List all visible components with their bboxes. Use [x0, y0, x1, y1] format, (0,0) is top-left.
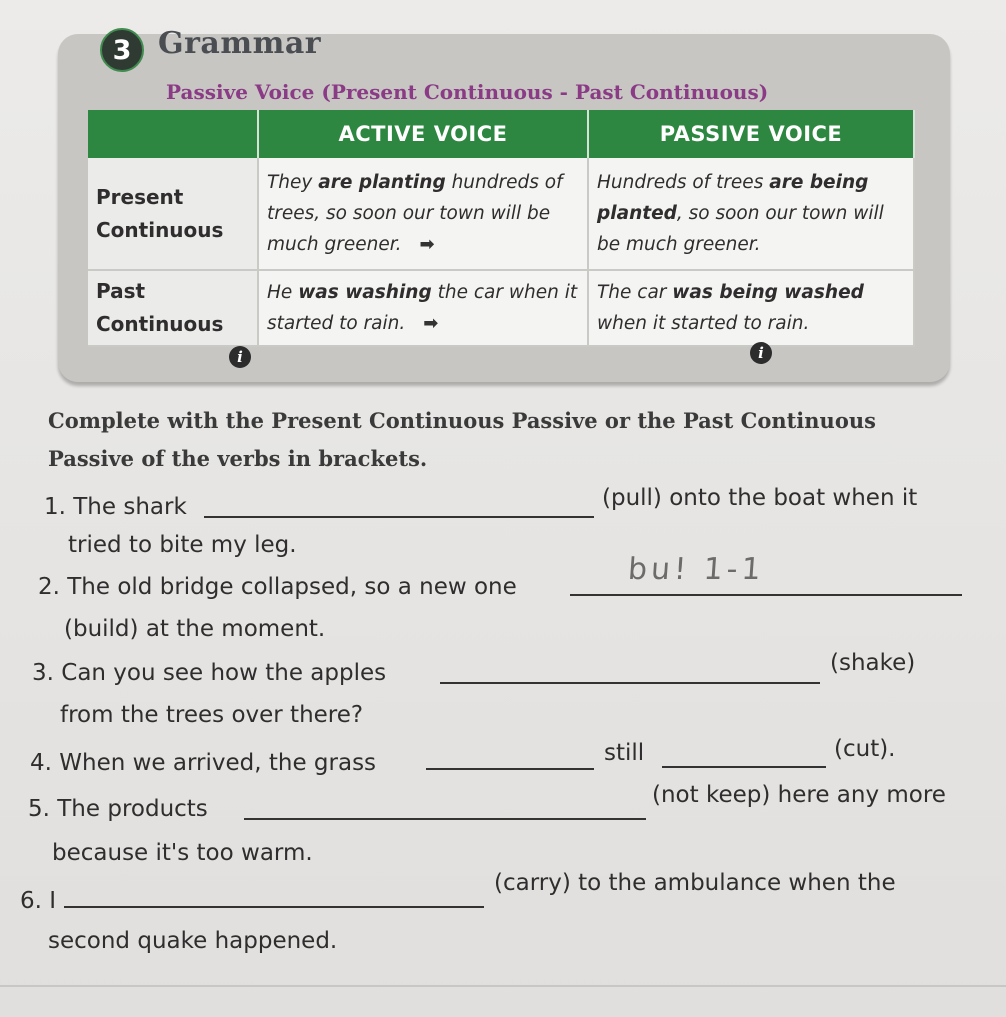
active-text-post: hundreds of trees, so soon our town will be much greener.	[267, 172, 563, 255]
info-icon: i	[750, 342, 772, 364]
passive-example	[588, 270, 914, 346]
passive-text-pre: Hundreds of trees	[597, 172, 770, 193]
active-verb: was washing	[298, 282, 432, 303]
passive-example	[588, 158, 914, 270]
handwritten-answer: bu! 1-1	[626, 552, 766, 587]
answer-blank-4a[interactable]	[426, 768, 594, 770]
grammar-subtitle: Passive Voice (Present Continuous - Past Continuous)	[166, 80, 769, 104]
answer-blank-5[interactable]	[244, 818, 646, 820]
exercise-5-text: 5. The products	[28, 796, 208, 822]
answer-blank-6[interactable]	[64, 906, 484, 908]
exercise-6-text: 6. I	[20, 888, 57, 914]
active-text-pre: He	[267, 282, 299, 303]
header-passive-voice: PASSIVE VOICE	[588, 110, 914, 158]
exercise-5-verb: (not keep) here any more	[652, 782, 946, 808]
active-example	[258, 158, 588, 270]
active-verb: are planting	[318, 172, 446, 193]
exercise-4-verb: (cut).	[834, 736, 896, 762]
passive-text-pre: The car	[597, 282, 673, 303]
info-icon: i	[229, 346, 251, 368]
exercise-3-continuation: from the trees over there?	[60, 702, 364, 728]
answer-blank-1[interactable]	[204, 516, 594, 518]
passive-text-post: when it started to rain.	[597, 313, 810, 334]
passive-verb: was being washed	[672, 282, 864, 303]
answer-blank-3[interactable]	[440, 682, 820, 684]
exercise-2-text: 2. The old bridge collapsed, so a new one	[38, 574, 517, 600]
arrow-icon: ➡	[419, 234, 435, 255]
header-empty	[88, 110, 258, 158]
exercise-2-verb: (build) at the moment.	[64, 616, 326, 642]
answer-blank-4b[interactable]	[662, 766, 826, 768]
exercise-4-text: 4. When we arrived, the grass	[30, 750, 377, 776]
exercise-instructions: Complete with the Present Continuous Passive or the Past Continuous Passive of the verbs in brackets.	[48, 408, 876, 471]
exercise-1-verb: (pull) onto the boat when it	[602, 485, 918, 511]
passive-text-post: , so soon our town will be much greener.	[597, 203, 884, 255]
exercise-6-verb: (carry) to the ambulance when the	[494, 870, 896, 896]
exercise-3-verb: (shake)	[830, 650, 916, 676]
arrow-icon: ➡	[423, 313, 439, 334]
section-title: Grammar	[158, 26, 322, 61]
section-number-badge: 3	[100, 28, 144, 72]
exercise-1-continuation: tried to bite my leg.	[68, 532, 297, 558]
active-text-pre: They	[267, 172, 319, 193]
grammar-table	[88, 110, 915, 347]
active-example	[258, 270, 588, 346]
table-row	[88, 158, 914, 270]
answer-blank-2[interactable]	[570, 594, 962, 596]
header-active-voice: ACTIVE VOICE	[258, 110, 588, 158]
exercise-1-text: 1. The shark	[44, 494, 187, 520]
table-header-row	[88, 110, 914, 158]
tense-label: Present Continuous	[88, 158, 258, 270]
exercise-4-adverb: still	[604, 740, 645, 766]
table-row	[88, 270, 914, 346]
tense-label: Past Continuous	[88, 270, 258, 346]
exercise-5-continuation: because it's too warm.	[52, 840, 313, 866]
page-divider	[0, 985, 1006, 987]
active-text-post: the car when it started to rain.	[267, 282, 578, 334]
passive-verb: are being planted	[597, 172, 869, 224]
exercise-6-continuation: second quake happened.	[48, 928, 338, 954]
exercise-3-text: 3. Can you see how the apples	[32, 660, 387, 686]
